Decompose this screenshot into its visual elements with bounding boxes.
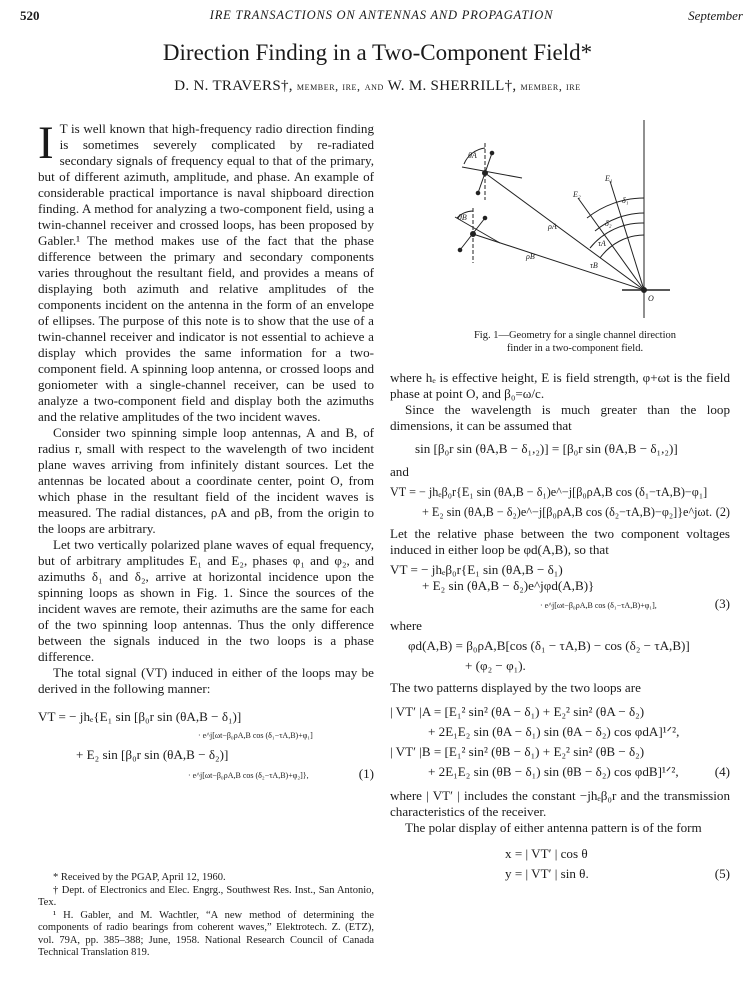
equation-number: (5): [714, 866, 730, 881]
equation-exponent: · e^j[ωt−β₀ρA,B cos (δ₂−τA,B)+φ₂]},: [188, 771, 309, 780]
rho-a-label: ρA: [548, 222, 557, 231]
equation-line: | VT′ |A = [E₁² sin² (θA − δ₁) + E₂² sin² (θA − δ₂): [390, 704, 645, 719]
footnote-reference: ¹ H. Gabler, and M. Wachtler, “A new method of determining the components of radio bearings from coherent waves,” Elektrotech. Z. (ETZ), vol. 79A, pp. 385–388; June, 1958. National Research Council of Canada Technical Translation 819.: [38, 909, 374, 958]
body-paragraph: where | VT′ | includes the constant −jhₑβ₀r and the transmission characteristics of the receiver.: [390, 788, 730, 819]
rho-b-label: ρB: [526, 252, 535, 261]
journal-name: IRE TRANSACTIONS ON ANTENNAS AND PROPAGATION: [209, 8, 554, 22]
delta1-label: δ₁: [622, 196, 629, 205]
equation-exponent: · e^j[ωt−β₀ρA,B cos (δ₁−τA,B)+φ₁]: [198, 731, 313, 740]
author-name: W. M. SHERRILL†,: [387, 78, 517, 94]
equation-exponent: · e^j[ωt−β₀ρA,B cos (δ₁−τA,B)+φ₁],: [540, 601, 657, 610]
equation-line: + 2E₁E₂ sin (θA − δ₁) sin (θA − δ₂) cos φdA]¹ᐟ²,: [428, 724, 680, 739]
right-column: [390, 370, 730, 884]
author-affiliation: member, ire: [520, 79, 581, 93]
running-head: [20, 8, 743, 26]
page-number: 520: [20, 8, 40, 23]
body-paragraph: where hₑ is effective height, E is field strength, φ+ωt is the field phase at point O, and β₀=ω/c.: [390, 370, 730, 401]
theta-b-label: θB: [458, 213, 467, 222]
equation-1: [38, 709, 374, 785]
equation-line: + E₂ sin (θA,B − δ₂)e^−j[β₀ρA,B cos (δ₂−τA,B)−φ₂]}e^jωt.: [422, 505, 713, 519]
theta-a-label: θA: [468, 151, 477, 160]
body-paragraph: Let the relative phase between the two component voltages induced in either loop be φd(A,B), so that: [390, 526, 730, 557]
equation-4: [390, 702, 730, 782]
equation-3: [390, 562, 730, 614]
equation-line: + E₂ sin (θA,B − δ₂)e^jφd(A,B)}: [422, 578, 595, 593]
equation-5: [390, 844, 730, 884]
footnote-affiliation: † Dept. of Electronics and Elec. Engrg., Southwest Res. Inst., San Antonio, Tex.: [38, 884, 374, 908]
equation-number: (2): [715, 505, 730, 519]
body-paragraph: The total signal (VT) induced in either of the loops may be derived in the following manner:: [38, 665, 374, 696]
equation-line: φd(A,B) = β₀ρA,B[cos (δ₁ − τA,B) − cos (δ₂ − τA,B)]: [408, 638, 690, 653]
author-affiliation: member, ire,: [296, 79, 361, 93]
equation-line: + (φ₂ − φ₁).: [465, 658, 526, 673]
equation-number: (3): [714, 596, 730, 611]
e1-label: E₁: [605, 174, 613, 183]
drop-cap: I: [38, 117, 54, 169]
author-name: D. N. TRAVERS†,: [174, 78, 293, 94]
equation-line: VT = − jhₑβ₀r{E₁ sin (θA,B − δ₁)e^−j[β₀ρA,B cos (δ₁−τA,B)−φ₁]: [390, 485, 708, 499]
equation-number: (4): [714, 764, 730, 779]
footnote-received: * Received by the PGAP, April 12, 1960.: [53, 872, 226, 883]
body-text: where: [390, 618, 422, 633]
equation-line: VT = − jhₑ{E₁ sin [β₀r sin (θA,B − δ₁)]: [38, 709, 242, 724]
equation-2: [390, 484, 730, 520]
author-line: [0, 78, 755, 95]
intro-paragraph: [38, 117, 374, 425]
figure-1-geometry: [430, 118, 720, 318]
body-paragraph: The polar display of either antenna pattern is of the form: [405, 820, 702, 835]
issue-month: September: [688, 8, 743, 23]
paragraph-text: T is well known that high-frequency radio direction finding is sometimes severely complicated by re-radiated secondary signals of frequency equal to that of the primary, but of different azimuth, amplitude, and phase. An example of considerable practical importance is naval shipboard direction finding. A method for analyzing a two-component field, using a twin-channel receiver and crossed loops, has been proposed by Gabler.¹ The method makes use of the fact that the phase difference between the primary and secondary components varies throughout the resultant field, and provides a means of displaying both azimuth and relative amplitudes of the components incident on the antenna in the form of an envelope of ellipses. The purpose of this note is to show that the use of a twin-channel receiver and indicator is not essential to achieve a display which provides the same information for a two-component field. A spinning loop antenna, or crossed loops and goniometer with a single-channel receiver, can be used to analyze a two-component field and display both the azimuths and the relative amplitudes of the two incident waves.: [38, 121, 374, 424]
geometry-diagram: [430, 118, 720, 318]
body-text: and: [390, 464, 409, 479]
author-conjunction: and: [364, 79, 384, 93]
left-column: [38, 117, 374, 785]
body-paragraph: The two patterns displayed by the two loops are: [390, 680, 641, 695]
caption-line: finder in a two-component field.: [506, 342, 644, 354]
delta2-label: δ₂: [605, 219, 612, 228]
e2-label: E₂: [573, 190, 581, 199]
equation-line: + E₂ sin [β₀r sin (θA,B − δ₂)]: [76, 747, 229, 762]
body-paragraph: Let two vertically polarized plane waves of equal frequency, but of arbitrary amplitudes E₁ and E₂, phases φ₁ and φ₂, and azimuths δ₁ and δ₂, arrive at horizontal incidence upon the spinning loops as shown in Fig. 1. Since the sources of the incident waves are remote, their azimuths are the same for each of the two spinning loop antennas. Thus the only difference between the signals induced in the two loops is a phase difference.: [38, 537, 374, 664]
equation-line: y = | VT′ | sin θ.: [505, 866, 589, 881]
article-title: Direction Finding in a Two-Component Field*: [162, 40, 593, 65]
body-paragraph: Since the wavelength is much greater than the loop dimensions, it can be assumed that: [390, 402, 730, 433]
footnotes: [38, 872, 374, 960]
figure-caption: [420, 330, 730, 355]
equation-line: | VT′ |B = [E₁² sin² (θB − δ₁) + E₂² sin² (θB − δ₂): [390, 744, 645, 759]
equation-line: + 2E₁E₂ sin (θB − δ₁) sin (θB − δ₂) cos φdB]¹ᐟ²,: [428, 764, 679, 779]
equation-number: (1): [358, 766, 374, 781]
equation-phase-difference: [390, 638, 730, 674]
body-paragraph: Consider two spinning simple loop antennas, A and B, of radius r, small with respect to the wavelength of two incident plane waves arriving from infinitely distant sources. Let the antennas be located about a coordinate center, point O, from which phase in the resultant field of the incident waves is measured. The radial distances, ρA and ρB, from the origin to the loops are arbitrary.: [38, 425, 374, 536]
origin-label: O: [648, 294, 654, 303]
equation-line: x = | VT′ | cos θ: [505, 846, 588, 861]
caption-line: Fig. 1—Geometry for a single channel direction: [473, 330, 677, 341]
tau-b-label: τB: [590, 261, 598, 270]
tau-a-label: τA: [598, 239, 606, 248]
equation-line: VT = − jhₑβ₀r{E₁ sin (θA,B − δ₁): [390, 562, 563, 577]
equation-assumption: sin [β₀r sin (θA,B − δ₁,₂)] = [β₀r sin (θA,B − δ₁,₂)]: [415, 441, 678, 456]
